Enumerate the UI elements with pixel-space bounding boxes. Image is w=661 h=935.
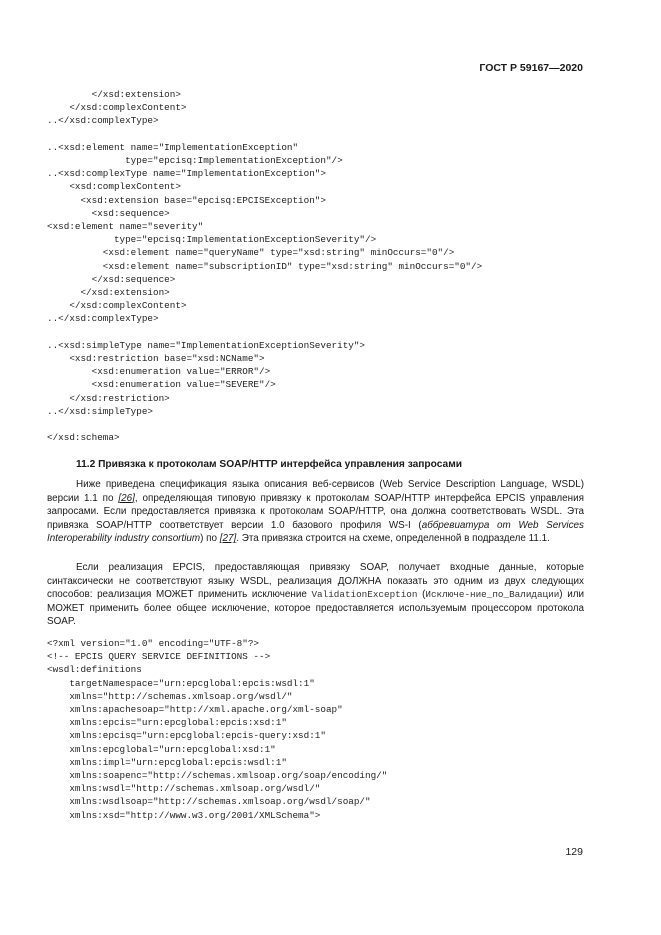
reference-link-26[interactable]: [26] <box>118 492 135 504</box>
text-run: ) по <box>200 533 220 545</box>
abbreviation-note: аббревиатура от Web Services Interoperability industry consortium <box>47 519 584 545</box>
reference-link-27[interactable]: [27] <box>219 533 237 545</box>
text-run: Если реализация EPCIS, предоставляющая привязку SOAP, получает входные данные, которые синтаксически не соответствуют языку WSDL, реализация ДОЛЖНА показать это одним из двух следующих способов: реализация МОЖЕТ применить исключение <box>47 562 584 601</box>
section-heading: 11.2 Привязка к протоколам SOAP/HTTP интерфейса управления запросами <box>76 459 463 470</box>
paragraph-wsdl-binding <box>47 478 584 546</box>
paragraph-validation-exception <box>47 561 584 629</box>
text-run: ( <box>417 589 426 601</box>
standard-designation: ГОСТ Р 59167—2020 <box>479 62 583 74</box>
inline-code-validation-exception: ValidationException <box>311 589 418 601</box>
xsd-code-block: </xsd:extension> </xsd:complexContent> ..</xsd:complexType> ..<xsd:element name="ImplementationException" type="epcisq:ImplementationException"/> ..<xsd:complexType name="ImplementationException"> <xsd:complexContent> <xsd:extension base="epcisq:EPCISException"> <xsd:sequence> <xsd:element name="severity" type="epcisq:ImplementationExceptionSeverity"/> <xsd:element name="queryName" type="xsd:string" minOccurs="0"/> <xsd:element name="subscriptionID" type="xsd:string" minOccurs="0"/> </xsd:sequence> </xsd:extension> </xsd:complexContent> ..</xsd:complexType> ..<xsd:simpleType name="ImplementationExceptionSeverity"> <xsd:restriction base="xsd:NCName"> <xsd:enumeration value="ERROR"/> <xsd:enumeration value="SEVERE"/> </xsd:restriction> ..</xsd:simpleType> </xsd:schema> <box>47 89 483 444</box>
page-number: 129 <box>565 846 583 858</box>
wsdl-code-block: <?xml version="1.0" encoding="UTF-8"?> <!-- EPCIS QUERY SERVICE DEFINITIONS --> <wsdl:definitions targetNamespace="urn:epcglobal:epcis:wsdl:1" xmlns="http://schemas.xmlsoap.org/wsdl/" xmlns:apachesoap="http://xml.apache.org/xml-soap" xmlns:epcis="urn:epcglobal:epcis:xsd:1" xmlns:epcisq="urn:epcglobal:epcis-query:xsd:1" xmlns:epcglobal="urn:epcglobal:xsd:1" xmlns:impl="urn:epcglobal:epcis:wsdl:1" xmlns:soapenc="http://schemas.xmlsoap.org/soap/encoding/" xmlns:wsdl="http://schemas.xmlsoap.org/wsdl/" xmlns:wsdlsoap="http://schemas.xmlsoap.org/wsdl/soap/" xmlns:xsd="http://www.w3.org/2001/XMLSchema"> <box>47 638 388 821</box>
text-run: ) или МОЖЕТ применить более общее исключение, которое предоставляется используемым процессором протокола SOAP. <box>47 589 584 628</box>
text-run: . Эта привязка строится на схеме, определенной в подразделе 11.1. <box>236 533 550 545</box>
text-run: Ниже приведена спецификация языка описания веб-сервисов (Web Service Description Language, WSDL) версии 1.1 по <box>47 479 584 504</box>
inline-code-russian-name: Исключе-ние_по_Валидации <box>425 589 560 601</box>
text-run: , определяющая типовую привязку к протоколам SOAP/HTTP интерфейса EPCIS управления запросами. Если предоставляется привязка к протоколам SOAP/HTTP, она должна соответствовать WSDL. Эта привязка SOAP/HTTP соответствует версии 1.0 базового профиля WS-I ( <box>47 492 584 531</box>
